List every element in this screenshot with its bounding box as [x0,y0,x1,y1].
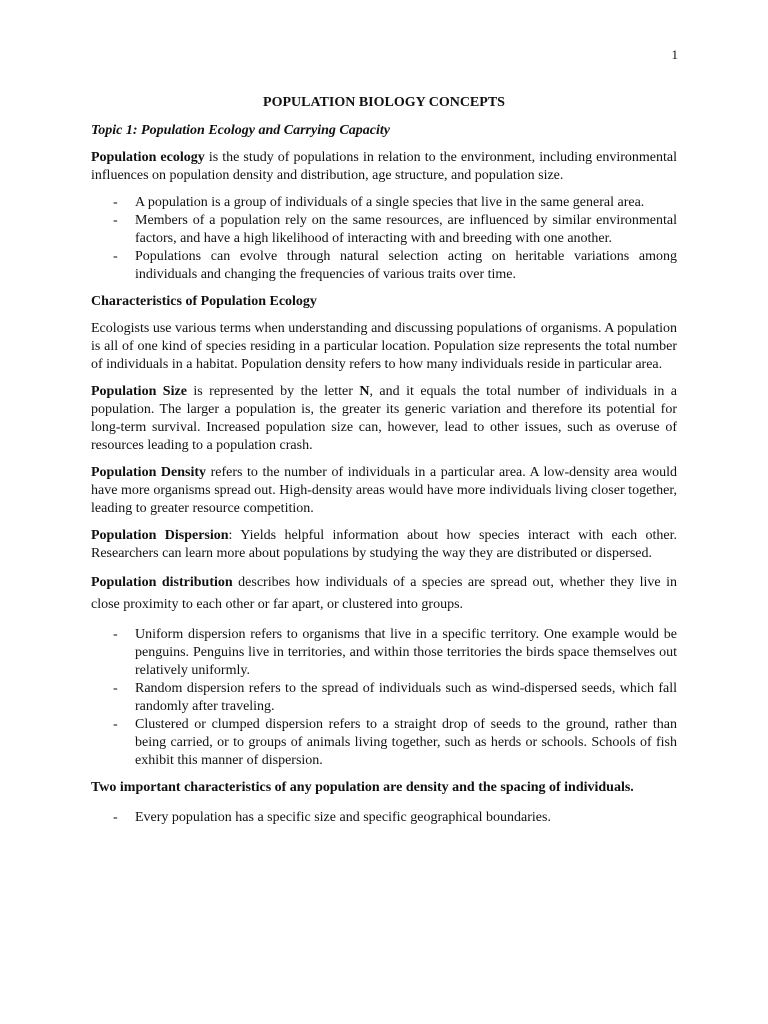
population-boundaries-list [91,809,677,827]
dash-marker: - [113,213,118,228]
density-paragraph [91,464,677,518]
list-item-text: A population is a group of individuals of a single species that live in the same general area. [135,195,645,210]
list-item [91,716,677,770]
list-item-text: Every population has a specific size and specific geographical boundaries. [135,810,551,825]
intro-term: Population ecology [91,150,205,165]
list-item-text: Uniform dispersion refers to organisms that live in a specific territory. One example would be penguins. Penguins live in territories, and within those territories the birds space themselves out relatively uniformly. [135,627,677,678]
intro-paragraph [91,149,677,185]
dash-marker: - [113,681,118,696]
list-item [91,248,677,284]
list-item-text: Populations can evolve through natural selection acting on heritable variations among individuals and changing the frequencies of various traits over time. [135,249,677,282]
population-definition-list [91,194,677,284]
dispersion-types-list [91,626,677,770]
distribution-term: Population distribution [91,575,233,590]
distribution-paragraph [91,572,677,616]
list-item [91,809,677,827]
dash-marker: - [113,195,118,210]
document-body [91,94,677,836]
dash-marker: - [113,627,118,642]
page-number: 1 [671,47,678,62]
size-text-post: , and it equals the total number of individuals in a population. The larger a population is, the greater its generic variation and therefore its potential for long-term survival. Increased population size can, however, lead to other issues, such as overuse of resources leading to a population crash. [91,384,678,453]
dash-marker: - [113,810,118,825]
size-letter: N [359,384,370,399]
important-characteristics-heading: Two important characteristics of any population are density and the spacing of individuals. [91,780,634,795]
document-title: POPULATION BIOLOGY CONCEPTS [263,95,505,110]
dispersion-paragraph [91,527,677,563]
characteristics-paragraph: Ecologists use various terms when understanding and discussing populations of organisms. A population is all of one kind of species residing in a particular location. Population size represents the total number of individuals in a habitat. Population density refers to how many individuals reside in particular area. [91,321,677,372]
density-term: Population Density [91,465,207,480]
list-item [91,626,677,680]
list-item [91,680,677,716]
list-item-text: Members of a population rely on the same resources, are influenced by similar environmental factors, and have a high likelihood of interacting with and breeding with one another. [135,213,677,246]
density-text: refers to the number of individuals in a particular area. A low-density area would have more organisms spread out. High-density areas would have more individuals living closer together, leading to greater resource competition. [91,465,677,516]
size-paragraph [91,383,677,455]
dash-marker: - [113,717,118,732]
dash-marker: - [113,249,118,264]
intro-text: is the study of populations in relation to the environment, including environmental influences on population density and distribution, age structure, and population size. [91,150,678,183]
list-item [91,212,677,248]
dispersion-text: : Yields helpful information about how species interact with each other. Researchers can learn more about populations by studying the way they are distributed or dispersed. [91,528,677,561]
list-item [91,194,677,212]
list-item-text: Clustered or clumped dispersion refers to a straight drop of seeds to the ground, rather than being carried, or to groups of animals living together, such as herds or schools. Schools of fish exhibit this manner of dispersion. [135,717,677,768]
size-text-pre: is represented by the letter [186,384,360,399]
distribution-text: describes how individuals of a species are spread out, whether they live in close proximity to each other or far apart, or clustered into groups. [91,575,677,612]
topic-heading: Topic 1: Population Ecology and Carrying Capacity [91,123,390,138]
dispersion-term: Population Dispersion [91,528,229,543]
size-term: Population Size [91,384,187,399]
list-item-text: Random dispersion refers to the spread of individuals such as wind-dispersed seeds, which fall randomly after traveling. [135,681,677,714]
characteristics-heading: Characteristics of Population Ecology [91,294,317,309]
